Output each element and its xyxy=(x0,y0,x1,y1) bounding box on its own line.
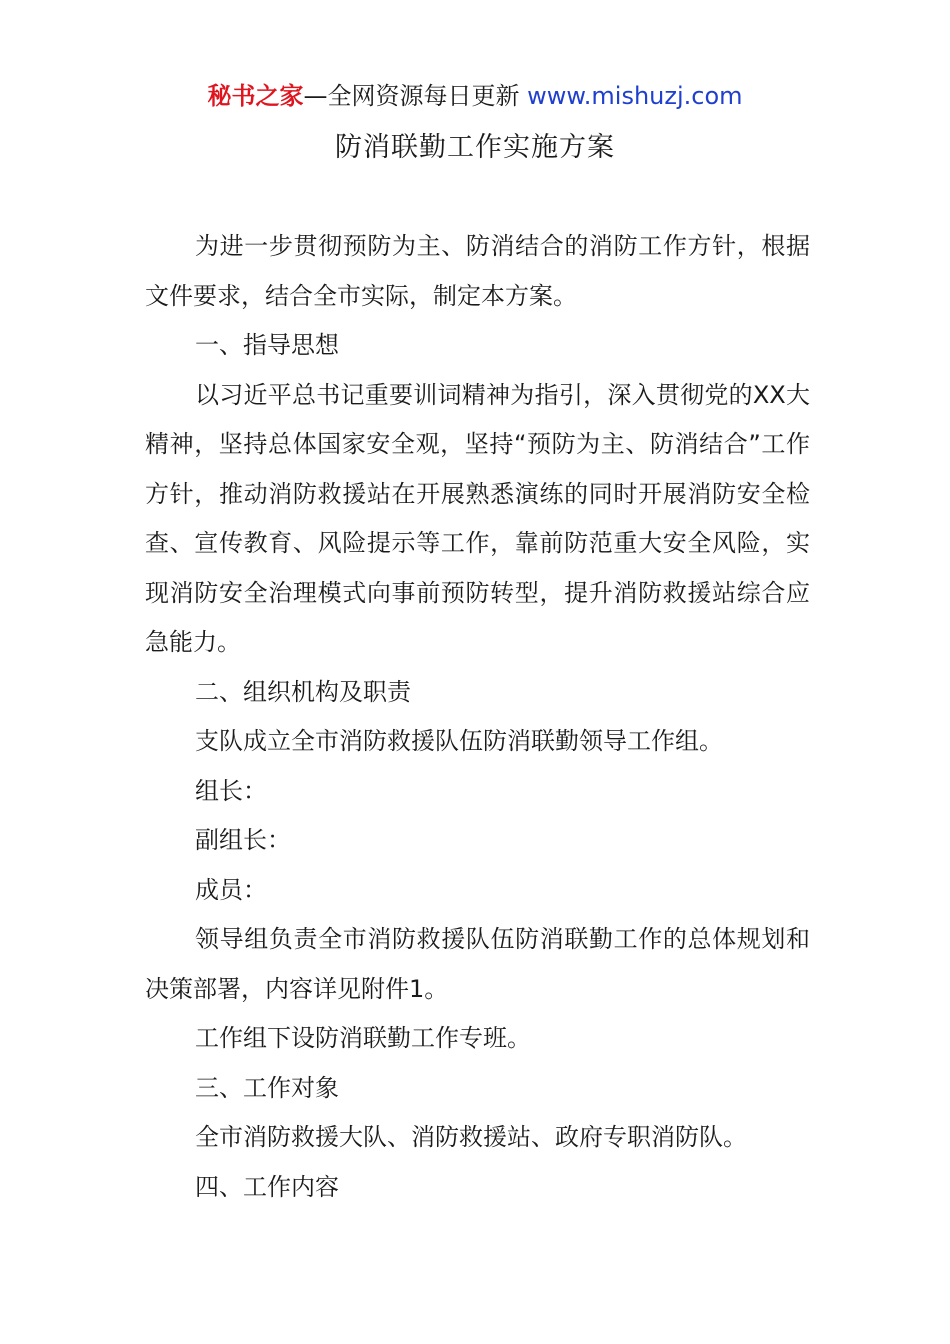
intro-paragraph: 为进一步贯彻预防为主、防消结合的消防工作方针，根据文件要求，结合全市实际，制定本方案。 xyxy=(145,232,810,310)
members-line: 成员： xyxy=(195,875,267,904)
document-body xyxy=(145,222,810,1212)
header-tagline: —全网资源每日更新 xyxy=(303,82,520,110)
site-url-link[interactable]: www.mishuzj.com xyxy=(527,82,743,110)
section-heading-guiding-ideology: 一、指导思想 xyxy=(195,331,339,359)
organization-paragraph: 支队成立全市消防救援队伍防消联勤领导工作组。 xyxy=(195,727,723,755)
deputy-leader-line: 副组长： xyxy=(195,826,291,854)
section-heading-work-targets: 三、工作对象 xyxy=(195,1073,339,1102)
task-force-paragraph: 工作组下设防消联勤工作专班。 xyxy=(195,1024,531,1052)
guiding-ideology-paragraph: 以习近平总书记重要训词精神为指引，深入贯彻党的XX大精神，坚持总体国家安全观，坚持“预防为主、防消结合”工作方针，推动消防救援站在开展熟悉演练的同时开展消防安全检查、宣传教育、风险提示等工作，靠前防范重大安全风险，实现消防安全治理模式向事前预防转型，提升消防救援站综合应急能力。 xyxy=(145,380,810,656)
section-heading-work-content: 四、工作内容 xyxy=(195,1172,339,1201)
work-targets-paragraph: 全市消防救援大队、消防救援站、政府专职消防队。 xyxy=(195,1123,747,1151)
section-heading-organization: 二、组织机构及职责 xyxy=(195,677,411,706)
leadership-duty-paragraph: 领导组负责全市消防救援队伍防消联勤工作的总体规划和决策部署，内容详见附件1。 xyxy=(145,925,810,1003)
document-title: 防消联勤工作实施方案 xyxy=(335,132,615,163)
brand-name: 秘书之家 xyxy=(207,82,304,110)
team-leader-line: 组长： xyxy=(195,776,267,805)
site-header xyxy=(0,80,950,112)
